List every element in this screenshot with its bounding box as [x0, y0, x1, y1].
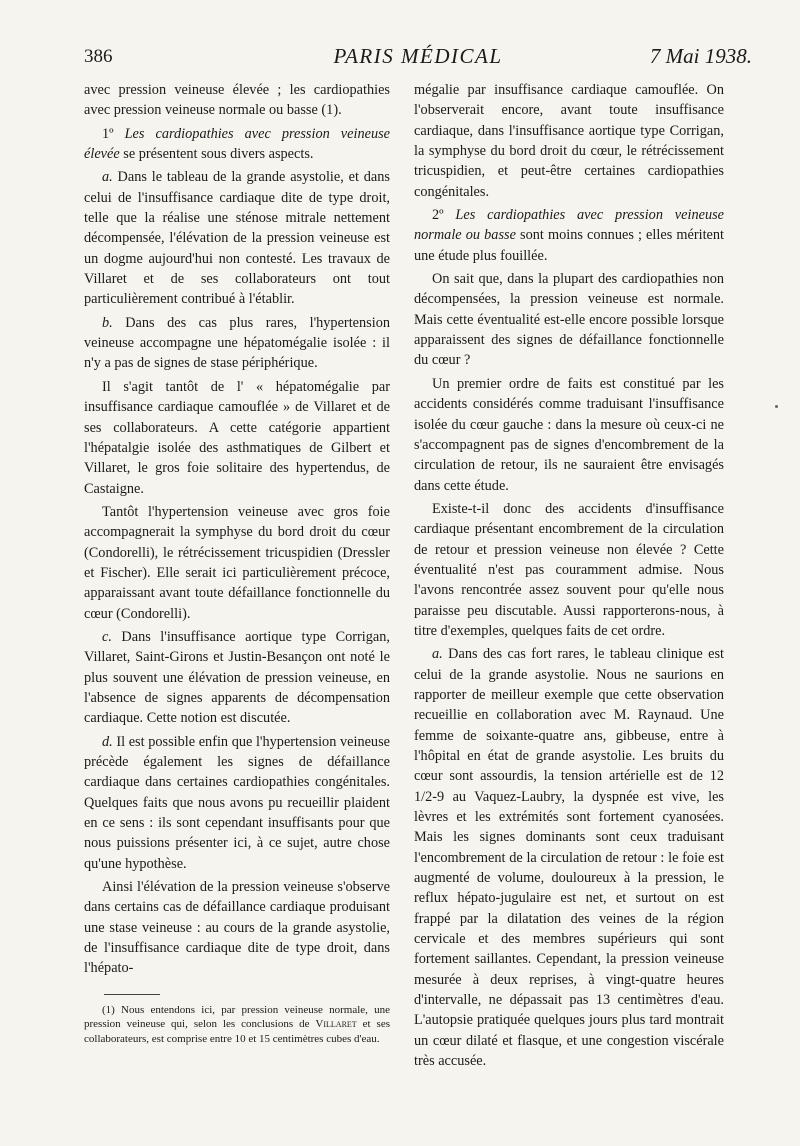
item-letter: d.: [102, 733, 113, 750]
page-header: [84, 42, 752, 78]
paragraph: avec pression veineuse élevée ; les cardiopathies avec pression veineuse normale ou basse (1).: [84, 82, 390, 119]
paragraph-text: Dans des cas fort rares, le tableau clinique est celui de la grande asystolie. Nous ne saurions en rapporter de meilleur exemple que cette observation recueillie en collaboration avec M. Raynaud. Une femme de soixante-quatre ans, gibbeuse, entre à l'hôpital en état de grande asystolie. Les bruits du cœur sont assourdis, la tension artérielle est de 12 1/2-9 au Vaquez-Laubry, la dyspnée est vive, les lèvres et les extrémités sont fortement cyanosées. Mais les signes dominants sont ceux traduisant l'encombrement de la circulation de retour : le foie est augmenté de volume, douloureux à la pression, le reflux hépato-jugulaire est net, et surtout on est frappé par la dilatation des veines de la région cervicale et des membres supérieurs qui sont fortement saillantes. Cependant, la pression veineuse mesurée à deux reprises, à vingt-quatre heures d'intervalle, ne dépassait pas 13 centimètres d'eau. L'autopsie pratiquée quelques jours plus tard montrait un cœur dilaté et flasque, et une congestion viscérale très accusée.: [414, 646, 724, 1070]
section-number: 1º: [102, 125, 125, 142]
paragraph: Existe-t-il donc des accidents d'insuffisance cardiaque présentant encombrement de la circulation de retour et pression veineuse non élevée ? Cette éventualité n'est pas couramment admise. Nous l'avons rencontrée assez souvent pour qu'elle nous paraisse peu discutable. Aussi rapporterons-nous, à titre d'exemples, quelques faits de cet ordre.: [414, 500, 724, 639]
right-column: [414, 80, 724, 1075]
paragraph-text: Dans l'insuffisance aortique type Corrigan, Villaret, Saint-Girons et Justin-Besançon ont noté le plus souvent une élévation de pression veineuse, en l'absence de signes apparents de décompensation cardiaque. Cette notion est discutée.: [84, 628, 390, 727]
paragraph: [84, 313, 390, 374]
paragraph-text: Il est possible enfin que l'hypertension veineuse précède également les signes de défaillance cardiaque dans certaines cardiopathies congénitales. Quelques faits que nous avons pu recueillir plaident en ce sens : ils sont cependant insuffisants pour que nous puissions présenter ici, à ce sujet, autre chose qu'une hypothèse.: [84, 733, 390, 872]
left-column: [84, 80, 390, 1049]
section-number: 2º: [432, 207, 456, 224]
footnote-author: Villaret: [315, 1018, 357, 1031]
page-number: 386: [84, 46, 113, 67]
paragraph: [84, 124, 390, 165]
paragraph: Tantôt l'hypertension veineuse avec gros foie accompagnerait la symphyse du bord droit du cœur (Condorelli), le rétrécissement tricuspidien (Dressler et Fischer). Elle serait ici particulièrement précoce, apparaissant avant toute défaillance fonctionnelle du cœur (Condorelli).: [84, 503, 390, 622]
paragraph: [414, 205, 724, 266]
paragraph: [84, 167, 390, 309]
paragraph: Il s'agit tantôt de l' « hépatomégalie par insuffisance cardiaque camouflée » de Villaret et de ses collaborateurs. A cette catégorie appartient l'hépatalgie isolée des asthmatiques de Gilbert et Villaret, le gros foie solitaire des hypertendus, de Castaigne.: [84, 378, 390, 497]
item-letter: a.: [432, 646, 443, 663]
item-letter: a.: [102, 169, 113, 186]
section-heading: Les cardiopathies avec pression veineuse normale ou basse: [414, 207, 725, 244]
paragraph-text: se présentent sous divers aspects.: [119, 146, 314, 163]
paragraph-text: Dans le tableau de la grande asystolie, et dans celui de l'insuffisance cardiaque dite de type droit, telle que la réalise une sténose mitrale nettement décompensée, l'élévation de la pression veineuse est un dogme aujourd'hui non contesté. Les travaux de Villaret et de ses collaborateurs ont tout particulièrement contribué à l'établir.: [84, 169, 390, 308]
section-heading: Les cardiopathies avec pression veineuse élevée: [84, 125, 390, 163]
print-speck: [775, 405, 778, 408]
footnote-text: et ses collaborateurs, est comprise entre 10 et 15 centimètres cubes d'eau.: [84, 1018, 390, 1045]
paragraph-text: sont moins connues ; elles méritent une étude plus fouillée.: [414, 227, 725, 264]
paragraph: On sait que, dans la plupart des cardiopathies non décompensées, la pression veineuse est normale. Mais cette éventualité est-elle encore possible lorsque apparaissent des signes de défaillance fonctionnelle du cœur ?: [414, 271, 724, 369]
paragraph: [84, 627, 390, 729]
item-letter: c.: [102, 628, 112, 645]
footnote-text: (1) Nous entendons ici, par pression veineuse normale, une pression veineuse qui, selon les conclusions de: [84, 1003, 390, 1031]
paragraph: Ainsi l'élévation de la pression veineuse s'observe dans certains cas de défaillance cardiaque produisant une stase veineuse : au cours de la grande asystolie, de l'insuffisance cardiaque dite de type droit, dans l'hépato-: [84, 879, 390, 977]
footnote-divider: [104, 994, 160, 995]
paragraph: [414, 644, 724, 1071]
journal-title: PARIS MÉDICAL: [333, 44, 503, 68]
issue-date: 7 Mai 1938.: [649, 44, 752, 68]
paragraph: mégalie par insuffisance cardiaque camouflée. On l'observerait encore, avant toute insuffisance cardiaque, dans l'insuffisance aortique type Corrigan, la symphyse du bord droit du cœur, le rétrécissement tricuspidien, et peut-être certaines cardiopathies congénitales.: [414, 82, 724, 200]
paragraph-text: Dans des cas plus rares, l'hypertension veineuse accompagne une hépatomégalie isolée : il n'y a pas de signes de stase périphérique.: [84, 314, 390, 372]
footnote: [84, 1003, 390, 1047]
paragraph: Un premier ordre de faits est constitué par les accidents considérés comme traduisant l'insuffisance isolée du cœur gauche : dans la mesure où ceux-ci ne s'accompagnent pas de signes d'encombrement de la circulation de retour, ils ne sauraient être envisagés dans cette étude.: [414, 375, 724, 494]
item-letter: b.: [102, 314, 113, 331]
paragraph: [84, 732, 390, 874]
